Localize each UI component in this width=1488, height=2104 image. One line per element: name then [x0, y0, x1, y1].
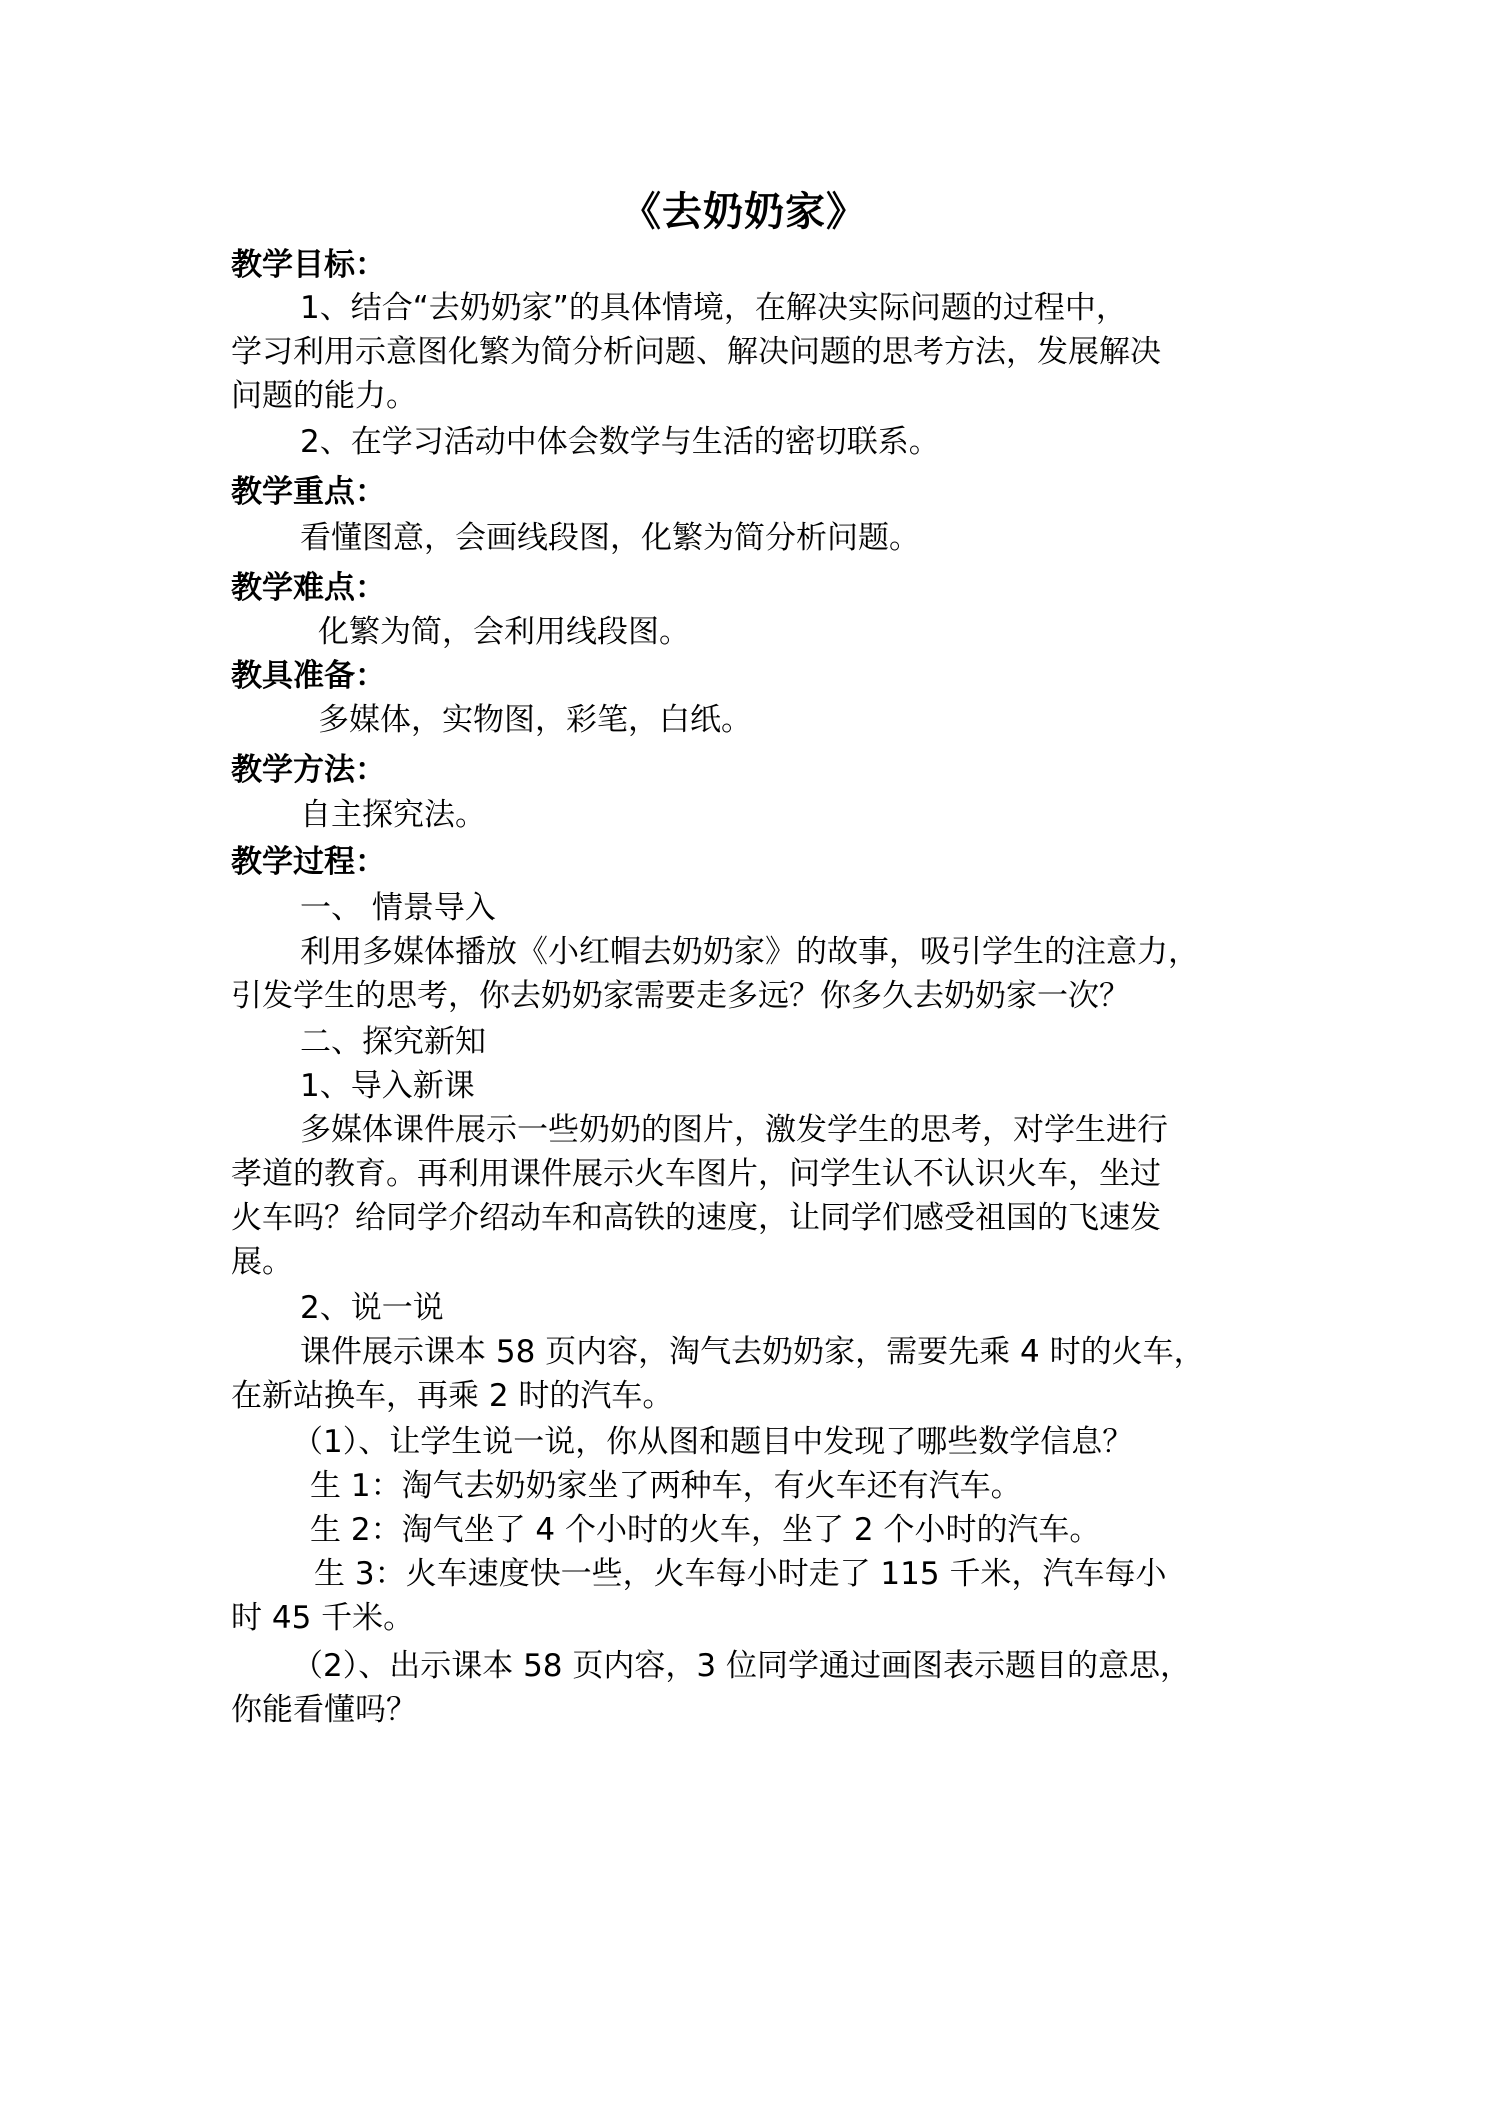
heading-teaching-process: 教学过程：	[231, 844, 386, 880]
student-3-answer-line-2: 时 45 千米。	[231, 1600, 415, 1636]
goal-1-line-2: 学习利用示意图化繁为简分析问题、解决问题的思考方法，发展解决	[231, 334, 1161, 370]
section-2-1-paragraph-line-3: 火车吗？给同学介绍动车和高铁的速度，让同学们感受祖国的飞速发	[231, 1200, 1161, 1236]
student-3-answer-line-1: 生 3：火车速度快一些，火车每小时走了 115 千米，汽车每小	[314, 1556, 1167, 1592]
teaching-method-text: 自主探究法。	[300, 797, 486, 833]
section-2-2-paragraph-line-2: 在新站换车，再乘 2 时的汽车。	[231, 1378, 674, 1414]
goal-1-line-3: 问题的能力。	[231, 378, 417, 414]
section-2-1-paragraph-line-4: 展。	[231, 1244, 293, 1280]
difficulties-text: 化繁为简，会利用线段图。	[318, 614, 690, 650]
section-2-1-title: 1、导入新课	[300, 1068, 475, 1104]
question-1: （1）、让学生说一说，你从图和题目中发现了哪些数学信息？	[292, 1424, 1134, 1460]
heading-key-points: 教学重点：	[231, 474, 386, 510]
document-title: 《去奶奶家》	[621, 189, 867, 235]
goal-1-line-1: 1、结合“去奶奶家”的具体情境，在解决实际问题的过程中，	[300, 290, 1127, 326]
section-2-1-paragraph-line-1: 多媒体课件展示一些奶奶的图片，激发学生的思考，对学生进行	[300, 1112, 1168, 1148]
heading-teaching-aids: 教具准备：	[231, 658, 386, 694]
teaching-aids-text: 多媒体，实物图，彩笔，白纸。	[318, 702, 752, 738]
section-1-paragraph-line-1: 利用多媒体播放《小红帽去奶奶家》的故事，吸引学生的注意力，	[300, 934, 1199, 970]
section-2-title: 二、探究新知	[300, 1024, 486, 1060]
student-2-answer: 生 2：淘气坐了 4 个小时的火车，坐了 2 个小时的汽车。	[310, 1512, 1101, 1548]
question-2-line-2: 你能看懂吗？	[231, 1692, 417, 1728]
goal-2: 2、在学习活动中体会数学与生活的密切联系。	[300, 424, 940, 460]
question-2-line-1: （2）、出示课本 58 页内容，3 位同学通过画图表示题目的意思，	[292, 1648, 1191, 1684]
key-points-text: 看懂图意，会画线段图，化繁为简分析问题。	[300, 520, 920, 556]
heading-teaching-goals: 教学目标：	[231, 247, 386, 283]
section-2-2-paragraph-line-1: 课件展示课本 58 页内容，淘气去奶奶家，需要先乘 4 时的火车，	[300, 1334, 1205, 1370]
student-1-answer: 生 1：淘气去奶奶家坐了两种车，有火车还有汽车。	[310, 1468, 1022, 1504]
section-2-2-title: 2、说一说	[300, 1290, 444, 1326]
heading-teaching-method: 教学方法：	[231, 752, 386, 788]
heading-difficulties: 教学难点：	[231, 570, 386, 606]
section-1-paragraph-line-2: 引发学生的思考，你去奶奶家需要走多远？你多久去奶奶家一次？	[231, 978, 1130, 1014]
section-1-title: 一、 情景导入	[300, 890, 496, 926]
section-2-1-paragraph-line-2: 孝道的教育。再利用课件展示火车图片，问学生认不认识火车，坐过	[231, 1156, 1161, 1192]
